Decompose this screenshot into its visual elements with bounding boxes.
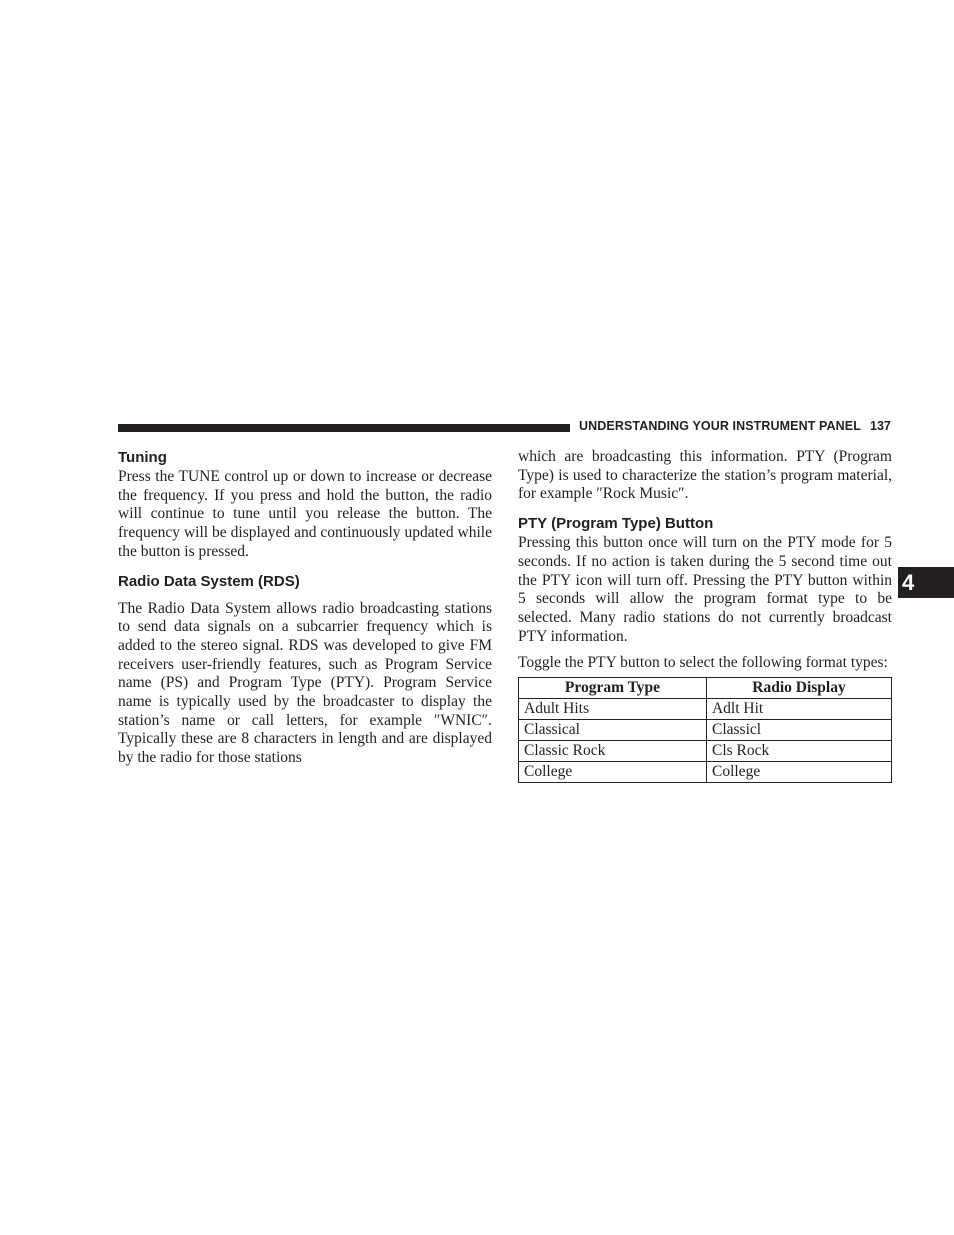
column-header-program-type: Program Type	[519, 678, 707, 699]
table-row	[519, 741, 892, 762]
tuning-heading: Tuning	[118, 449, 167, 466]
header-rule	[118, 424, 570, 432]
table-cell: Adlt Hit	[706, 699, 891, 720]
table-cell: College	[706, 762, 891, 783]
chapter-tab: 4	[898, 567, 954, 598]
table-cell: Adult Hits	[519, 699, 707, 720]
left-column	[118, 448, 492, 768]
table-row	[519, 699, 892, 720]
column-header-radio-display: Radio Display	[706, 678, 891, 699]
toggle-paragraph: Toggle the PTY button to select the following format types:	[518, 654, 888, 672]
table-cell: Classicl	[706, 720, 891, 741]
table-header-row	[519, 678, 892, 699]
table-row	[519, 762, 892, 783]
rds-heading: Radio Data System (RDS)	[118, 572, 300, 590]
section-title: UNDERSTANDING YOUR INSTRUMENT PANEL	[579, 419, 861, 433]
rds-continued-paragraph: which are broadcasting this information. PTY (Program Type) is used to characterize the station’s program material, for example ″Rock Music″.	[518, 448, 892, 503]
table-cell: Classic Rock	[519, 741, 707, 762]
table-cell: Cls Rock	[706, 741, 891, 762]
right-column	[518, 448, 892, 783]
table-cell: Classical	[519, 720, 707, 741]
pty-heading: PTY (Program Type) Button	[518, 515, 714, 533]
page-number: 137	[870, 419, 891, 433]
pty-paragraph: Pressing this button once will turn on the PTY mode for 5 seconds. If no action is taken during the 5 second time out the PTY icon will turn off. Pressing the PTY button within 5 seconds will allow the program format type to be selected. Many radio stations do not currently broadcast PTY information.	[518, 534, 892, 645]
table-row	[519, 720, 892, 741]
tuning-paragraph: Press the TUNE control up or down to increase or decrease the frequency. If you press and hold the button, the radio will continue to tune until you release the button. The frequency will be displayed and continuously updated while the button is pressed.	[118, 468, 492, 560]
rds-paragraph: The Radio Data System allows radio broadcasting stations to send data signals on a subcarrier frequency which is added to the stereo signal. RDS was developed to give FM receivers user-friendly features, such as Program Service name (PS) and Program Type (PTY). Program Service name is typically used by the broadcaster to display the station’s name or call letters, for example ″WNIC″. Typically these are 8 characters in length and are displayed by the radio for those stations	[118, 599, 492, 767]
table-cell: College	[519, 762, 707, 783]
pty-format-table	[518, 677, 892, 783]
